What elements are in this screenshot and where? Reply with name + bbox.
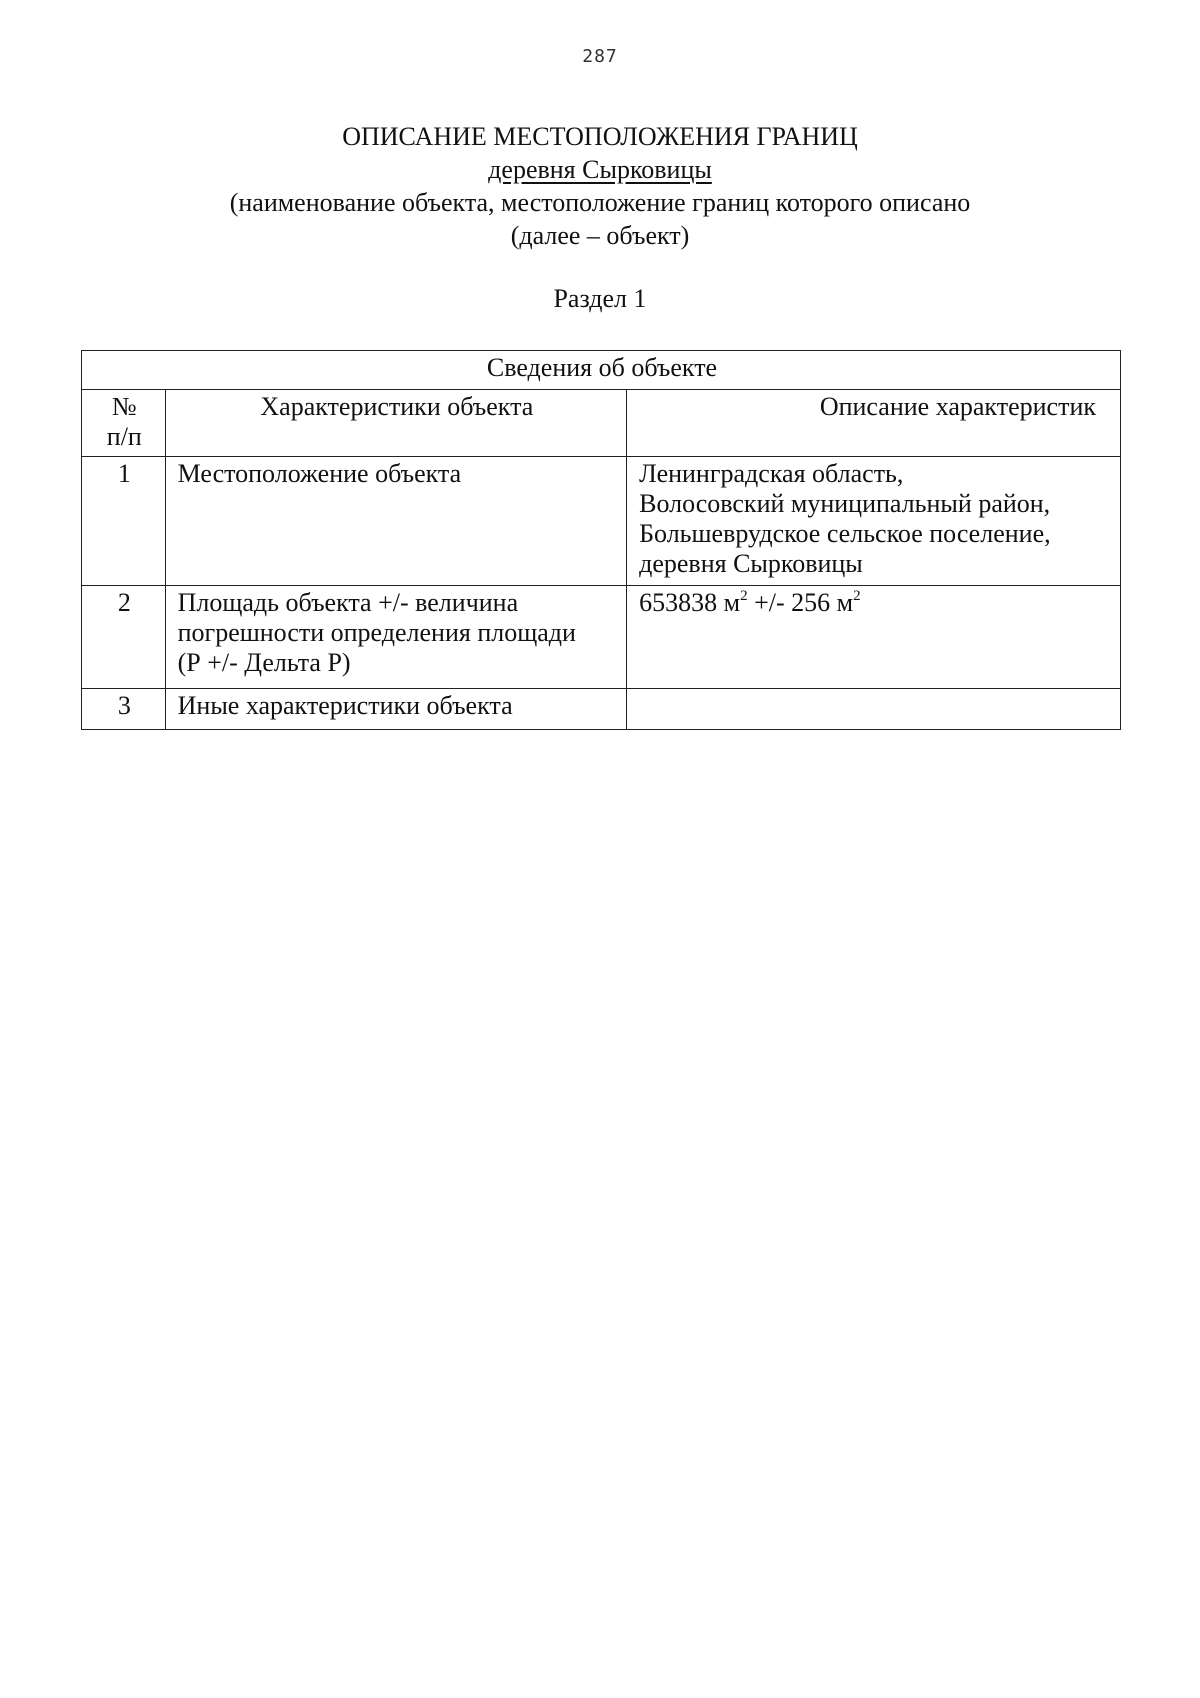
row-number: 3 (82, 689, 166, 730)
object-name: деревня Сырковицы (488, 155, 712, 184)
row-characteristic: Местоположение объекта (165, 457, 626, 586)
area-tolerance: +/- 256 м (747, 588, 854, 617)
description-line: Большеврудское сельское поселение, (639, 519, 1051, 548)
description-line: Ленинградская область, (639, 459, 904, 488)
row-characteristic: Иные характеристики объекта (165, 689, 626, 730)
characteristic-line: (Р +/- Дельта Р) (177, 648, 351, 677)
document-title: ОПИСАНИЕ МЕСТОПОЛОЖЕНИЯ ГРАНИЦ (342, 122, 858, 151)
object-caption-line1: (наименование объекта, местоположение границ которого описано (229, 188, 971, 217)
header-description: Описание характеристик (627, 390, 1121, 457)
table-row (82, 457, 1121, 586)
tolerance-unit-superscript: 2 (853, 588, 861, 604)
row-description (627, 586, 1121, 689)
description-line: Волосовский муниципальный район, (639, 489, 1051, 518)
document-header (0, 120, 1200, 252)
area-value: 653838 м (639, 588, 741, 617)
area-unit-superscript: 2 (740, 588, 748, 604)
table-row (82, 586, 1121, 689)
header-characteristics: Характеристики объекта (165, 390, 626, 457)
header-number-line2: п/п (106, 422, 142, 451)
row-number: 2 (82, 586, 166, 689)
table-header-row (82, 390, 1121, 457)
characteristic-line: Площадь объекта +/- величина (177, 588, 519, 617)
page-number: 287 (582, 46, 618, 67)
header-number (82, 390, 166, 457)
row-description (627, 457, 1121, 586)
header-number-line1: № (111, 392, 137, 421)
row-description (627, 689, 1121, 730)
object-caption-line2: (далее – объект) (510, 221, 690, 250)
row-characteristic (165, 586, 626, 689)
table-title: Сведения об объекте (82, 351, 1121, 390)
table-row (82, 689, 1121, 730)
description-line: деревня Сырковицы (639, 549, 863, 578)
row-number: 1 (82, 457, 166, 586)
object-info-table (81, 350, 1121, 730)
table-title-row (82, 351, 1121, 390)
characteristic-line: погрешности определения площади (177, 618, 576, 647)
section-title: Раздел 1 (553, 284, 647, 313)
